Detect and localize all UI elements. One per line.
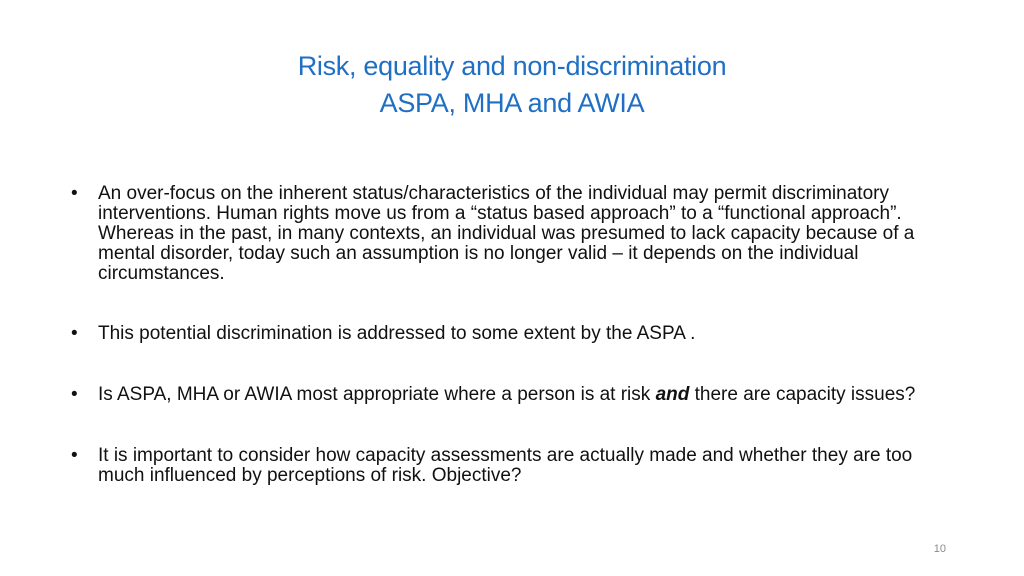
bullet-item xyxy=(71,324,951,344)
title-line-2: ASPA, MHA and AWIA xyxy=(379,88,645,118)
bullet-item xyxy=(71,385,951,405)
bullet-dot-icon: • xyxy=(71,183,78,204)
bullet-text: An over-focus on the inherent status/characteristics of the individual may permit discriminatory interventions. Human rights move us from a “status based approach” to a “functional approach”. Whereas in the past, in many contexts, an individual was presumed to lack capacity because of a mental disorder, today such an assumption is no longer valid – it depends on the individual circumstances. xyxy=(98,183,915,284)
bullet-dot-icon: • xyxy=(71,445,78,466)
bullet-item xyxy=(71,446,951,486)
bullet-item xyxy=(71,184,951,284)
bullet-emphasis: and xyxy=(655,384,690,405)
bullet-dot-icon: • xyxy=(71,384,78,405)
bullet-list xyxy=(71,184,951,486)
page-number: 10 xyxy=(933,543,946,555)
bullet-text-before: Is ASPA, MHA or AWIA most appropriate where a person is at risk xyxy=(98,384,656,405)
slide-title xyxy=(0,48,1024,122)
bullet-text: It is important to consider how capacity assessments are actually made and whether they are too much influenced by perceptions of risk. Objective? xyxy=(98,445,913,486)
bullet-dot-icon: • xyxy=(71,323,78,344)
bullet-text-after: there are capacity issues? xyxy=(689,384,916,405)
bullet-text: This potential discrimination is addressed to some extent by the ASPA . xyxy=(98,323,696,344)
title-line-1: Risk, equality and non-discrimination xyxy=(297,51,727,81)
